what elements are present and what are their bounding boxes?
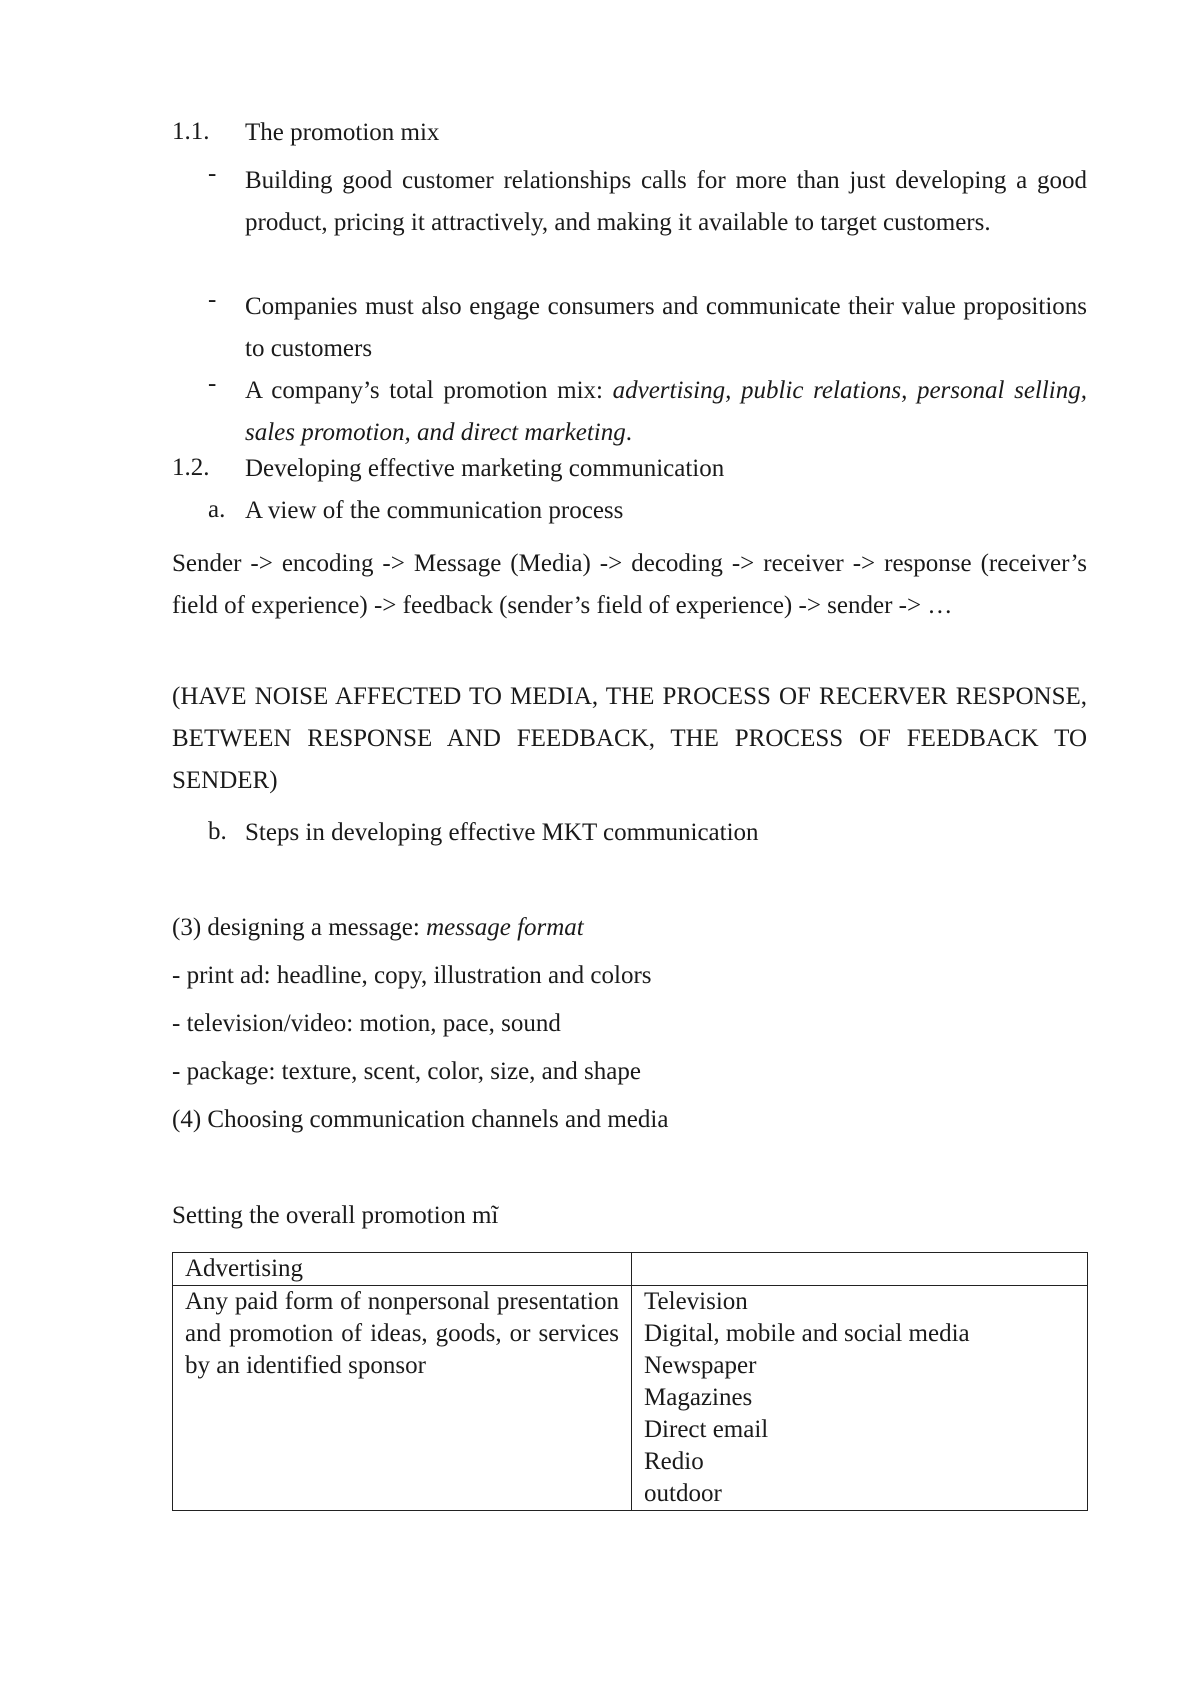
advertising-description: Any paid form of nonpersonal presentation and promotion of ideas, goods, or services by an identified sponsor: [173, 1286, 632, 1511]
bullet-dash: -: [208, 370, 217, 397]
subsection-letter: a.: [208, 496, 226, 523]
channel-item: Direct email: [644, 1416, 769, 1443]
step-3-item: - television/video: motion, pace, sound: [172, 1010, 561, 1037]
channel-item: Redio: [644, 1448, 704, 1475]
channel-item: Newspaper: [644, 1352, 757, 1379]
section-number: 1.1.: [172, 118, 210, 145]
advertising-channels: [632, 1286, 1088, 1511]
channel-item: Magazines: [644, 1384, 753, 1411]
promotion-mix-list: advertising, public relations, personal selling, sales promotion, and direct marketing: [245, 377, 1088, 446]
subsection-heading: A view of the communication process: [245, 497, 624, 524]
bullet-lead: A company’s total promotion mix:: [245, 377, 613, 404]
step-3-label: (3) designing a message:: [172, 914, 427, 941]
step-4: (4) Choosing communication channels and media: [172, 1106, 669, 1133]
section-number: 1.2.: [172, 454, 210, 481]
step-3: [172, 914, 584, 942]
period: .: [625, 419, 632, 446]
bullet-dash: -: [208, 160, 217, 187]
section-heading: Developing effective marketing communication: [245, 455, 725, 482]
promotion-table: [172, 1252, 1088, 1511]
noise-note: (HAVE NOISE AFFECTED TO MEDIA, THE PROCESS OF RECERVER RESPONSE, BETWEEN RESPONSE AND FEEDBACK, THE PROCESS OF FEEDBACK TO SENDER): [172, 683, 1087, 794]
section-heading: The promotion mix: [245, 119, 440, 146]
table-header-cell: Advertising: [173, 1253, 632, 1286]
communication-process-text: Sender -> encoding -> Message (Media) -> decoding -> receiver -> response (receiver’s field of experience) -> feedback (sender’s field of experience) -> sender -> …: [172, 550, 1087, 619]
bullet-text: Building good customer relationships calls for more than just developing a good product, pricing it attractively, and making it available to target customers.: [245, 167, 1087, 236]
subsection-letter: b.: [208, 818, 227, 845]
bullet-text: Companies must also engage consumers and communicate their value propositions to customers: [245, 293, 1087, 362]
channel-item: outdoor: [644, 1480, 722, 1507]
channel-item: Digital, mobile and social media: [644, 1320, 970, 1347]
promotion-mix-title: Setting the overall promotion mĩ: [172, 1202, 499, 1229]
step-3-item: - package: texture, scent, color, size, and shape: [172, 1058, 641, 1085]
table-row: [173, 1286, 1088, 1511]
step-3-item: - print ad: headline, copy, illustration and colors: [172, 962, 652, 989]
step-3-italic: message format: [426, 914, 584, 941]
table-header-row: [173, 1253, 1088, 1286]
bullet-text-promotion-mix: [245, 370, 1087, 454]
table-header-cell: [632, 1253, 1088, 1286]
channel-item: Television: [644, 1288, 748, 1315]
subsection-heading: Steps in developing effective MKT communication: [245, 819, 759, 846]
bullet-dash: -: [208, 286, 217, 313]
